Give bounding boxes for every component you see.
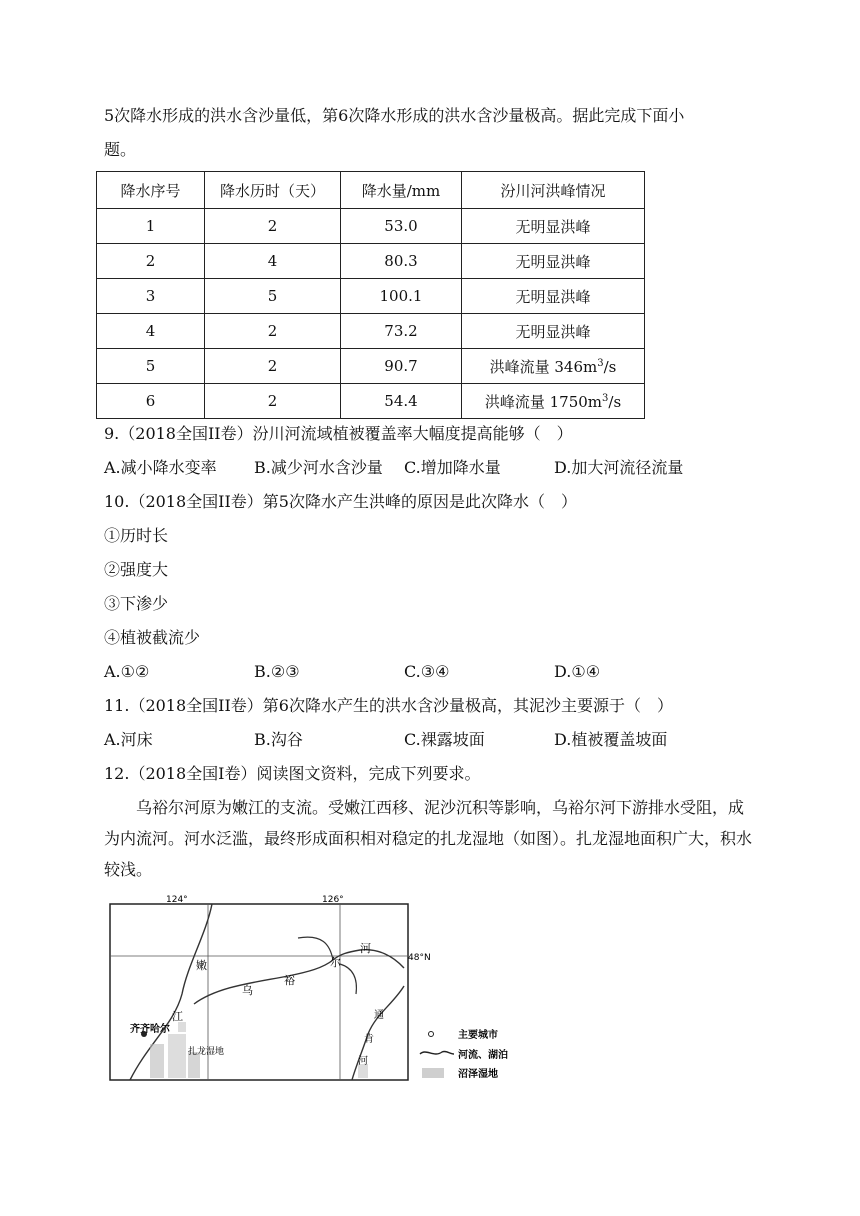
q11-option-c[interactable]: C.裸露坡面 xyxy=(404,730,485,749)
label-zhalong-wetland: 扎龙湿地 xyxy=(188,1047,225,1057)
q10-item-4: ④植被截流少 xyxy=(104,628,201,647)
table-row xyxy=(97,279,645,314)
q10-option-d[interactable]: D.①④ xyxy=(554,662,601,681)
unit-tail: /s xyxy=(603,357,617,376)
table-cell: 6 xyxy=(97,384,205,419)
legend-river-icon xyxy=(420,1051,454,1054)
label-jiang: 江 xyxy=(172,1010,183,1023)
q10-option-b[interactable]: B.②③ xyxy=(254,662,300,681)
q11-option-b[interactable]: B.沟谷 xyxy=(254,730,303,749)
q10-stem: 10.（2018全国II卷）第5次降水产生洪峰的原因是此次降水（ ） xyxy=(104,492,577,511)
label-tong: 通 xyxy=(374,1010,384,1021)
intro-line-1: 5次降水形成的洪水含沙量低，第6次降水形成的洪水含沙量极高。据此完成下面小 xyxy=(104,106,685,125)
label-ken: 肯 xyxy=(364,1034,374,1045)
q9-stem: 9.（2018全国II卷）汾川河流域植被覆盖率大幅度提高能够（ ） xyxy=(104,424,573,443)
lon-label-124: 124° xyxy=(166,895,188,905)
label-he: 河 xyxy=(360,942,371,955)
label-tongken-he: 河 xyxy=(358,1056,368,1067)
table-cell: 2 xyxy=(205,384,341,419)
lon-label-126: 126° xyxy=(322,895,344,905)
table-header: 降水序号 xyxy=(97,172,205,209)
table-cell: 2 xyxy=(97,244,205,279)
zhalong-wetland-map xyxy=(108,894,528,1084)
table-cell: 90.7 xyxy=(341,349,462,384)
label-qiqihar: 齐齐哈尔 xyxy=(130,1024,170,1035)
table-header: 降水历时（天） xyxy=(205,172,341,209)
table-cell: 2 xyxy=(205,209,341,244)
q10-option-c[interactable]: C.③④ xyxy=(404,662,450,681)
table-cell: 80.3 xyxy=(341,244,462,279)
table-cell: 1 xyxy=(97,209,205,244)
table-cell: 2 xyxy=(205,314,341,349)
q9-option-a[interactable]: A.减小降水变率 xyxy=(104,458,217,477)
lat-label-48n: 48°N xyxy=(408,953,431,963)
table-header-row xyxy=(97,172,645,209)
table-cell: 无明显洪峰 xyxy=(462,209,645,244)
q11-option-d[interactable]: D.植被覆盖坡面 xyxy=(554,730,668,749)
q9-option-b[interactable]: B.减少河水含沙量 xyxy=(254,458,383,477)
q12-paragraph: 乌裕尔河原为嫩江的支流。受嫩江西移、泥沙沉积等影响，乌裕尔河下游排水受阻，成为内流河。河水泛滥，最终形成面积相对稳定的扎龙湿地（如图）。扎龙湿地面积广大，积水较浅。 xyxy=(104,798,753,879)
unit-tail: /s xyxy=(608,392,622,411)
q10-option-a[interactable]: A.①② xyxy=(104,662,150,681)
legend-wetland-icon xyxy=(422,1068,444,1078)
label-er: 尔 xyxy=(330,956,341,969)
q11-option-a[interactable]: A.河床 xyxy=(104,730,153,749)
q10-item-1: ①历时长 xyxy=(104,526,169,545)
table-row xyxy=(97,349,645,384)
table-cell: 3 xyxy=(97,279,205,314)
table-cell: 无明显洪峰 xyxy=(462,279,645,314)
table-header: 汾川河洪峰情况 xyxy=(462,172,645,209)
label-nen: 嫩 xyxy=(196,959,207,972)
table-cell: 4 xyxy=(97,314,205,349)
legend-city-icon xyxy=(429,1032,434,1037)
q11-stem: 11.（2018全国II卷）第6次降水产生的洪水含沙量极高，其泥沙主要源于（ ） xyxy=(104,696,673,715)
table-row xyxy=(97,314,645,349)
legend-wetland: 沼泽湿地 xyxy=(458,1069,498,1080)
table-cell: 4 xyxy=(205,244,341,279)
table-cell: 5 xyxy=(205,279,341,314)
flood-text: 洪峰流量 346m xyxy=(489,357,598,376)
table-cell: 5 xyxy=(97,349,205,384)
superscript: 3 xyxy=(602,392,609,404)
table-cell: 无明显洪峰 xyxy=(462,314,645,349)
q12-stem: 12.（2018全国I卷）阅读图文资料，完成下列要求。 xyxy=(104,764,481,783)
table-row xyxy=(97,244,645,279)
table-cell xyxy=(462,349,645,384)
label-yu: 裕 xyxy=(284,974,295,987)
table-cell: 53.0 xyxy=(341,209,462,244)
table-cell: 73.2 xyxy=(341,314,462,349)
table-row xyxy=(97,384,645,419)
legend-city: 主要城市 xyxy=(458,1030,498,1041)
table-cell xyxy=(462,384,645,419)
table-header: 降水量/mm xyxy=(341,172,462,209)
table-cell: 无明显洪峰 xyxy=(462,244,645,279)
legend-river: 河流、湖泊 xyxy=(458,1050,508,1061)
table-cell: 2 xyxy=(205,349,341,384)
flood-text: 洪峰流量 1750m xyxy=(484,392,603,411)
table-row xyxy=(97,209,645,244)
label-wu: 乌 xyxy=(242,984,253,997)
table-cell: 54.4 xyxy=(341,384,462,419)
q10-item-3: ③下渗少 xyxy=(104,594,169,613)
intro-line-2: 题。 xyxy=(104,140,137,159)
table-cell: 100.1 xyxy=(341,279,462,314)
q10-item-2: ②强度大 xyxy=(104,560,169,579)
q9-option-c[interactable]: C.增加降水量 xyxy=(404,458,501,477)
precipitation-table xyxy=(96,171,645,419)
superscript: 3 xyxy=(597,357,604,369)
q9-option-d[interactable]: D.加大河流径流量 xyxy=(554,458,684,477)
